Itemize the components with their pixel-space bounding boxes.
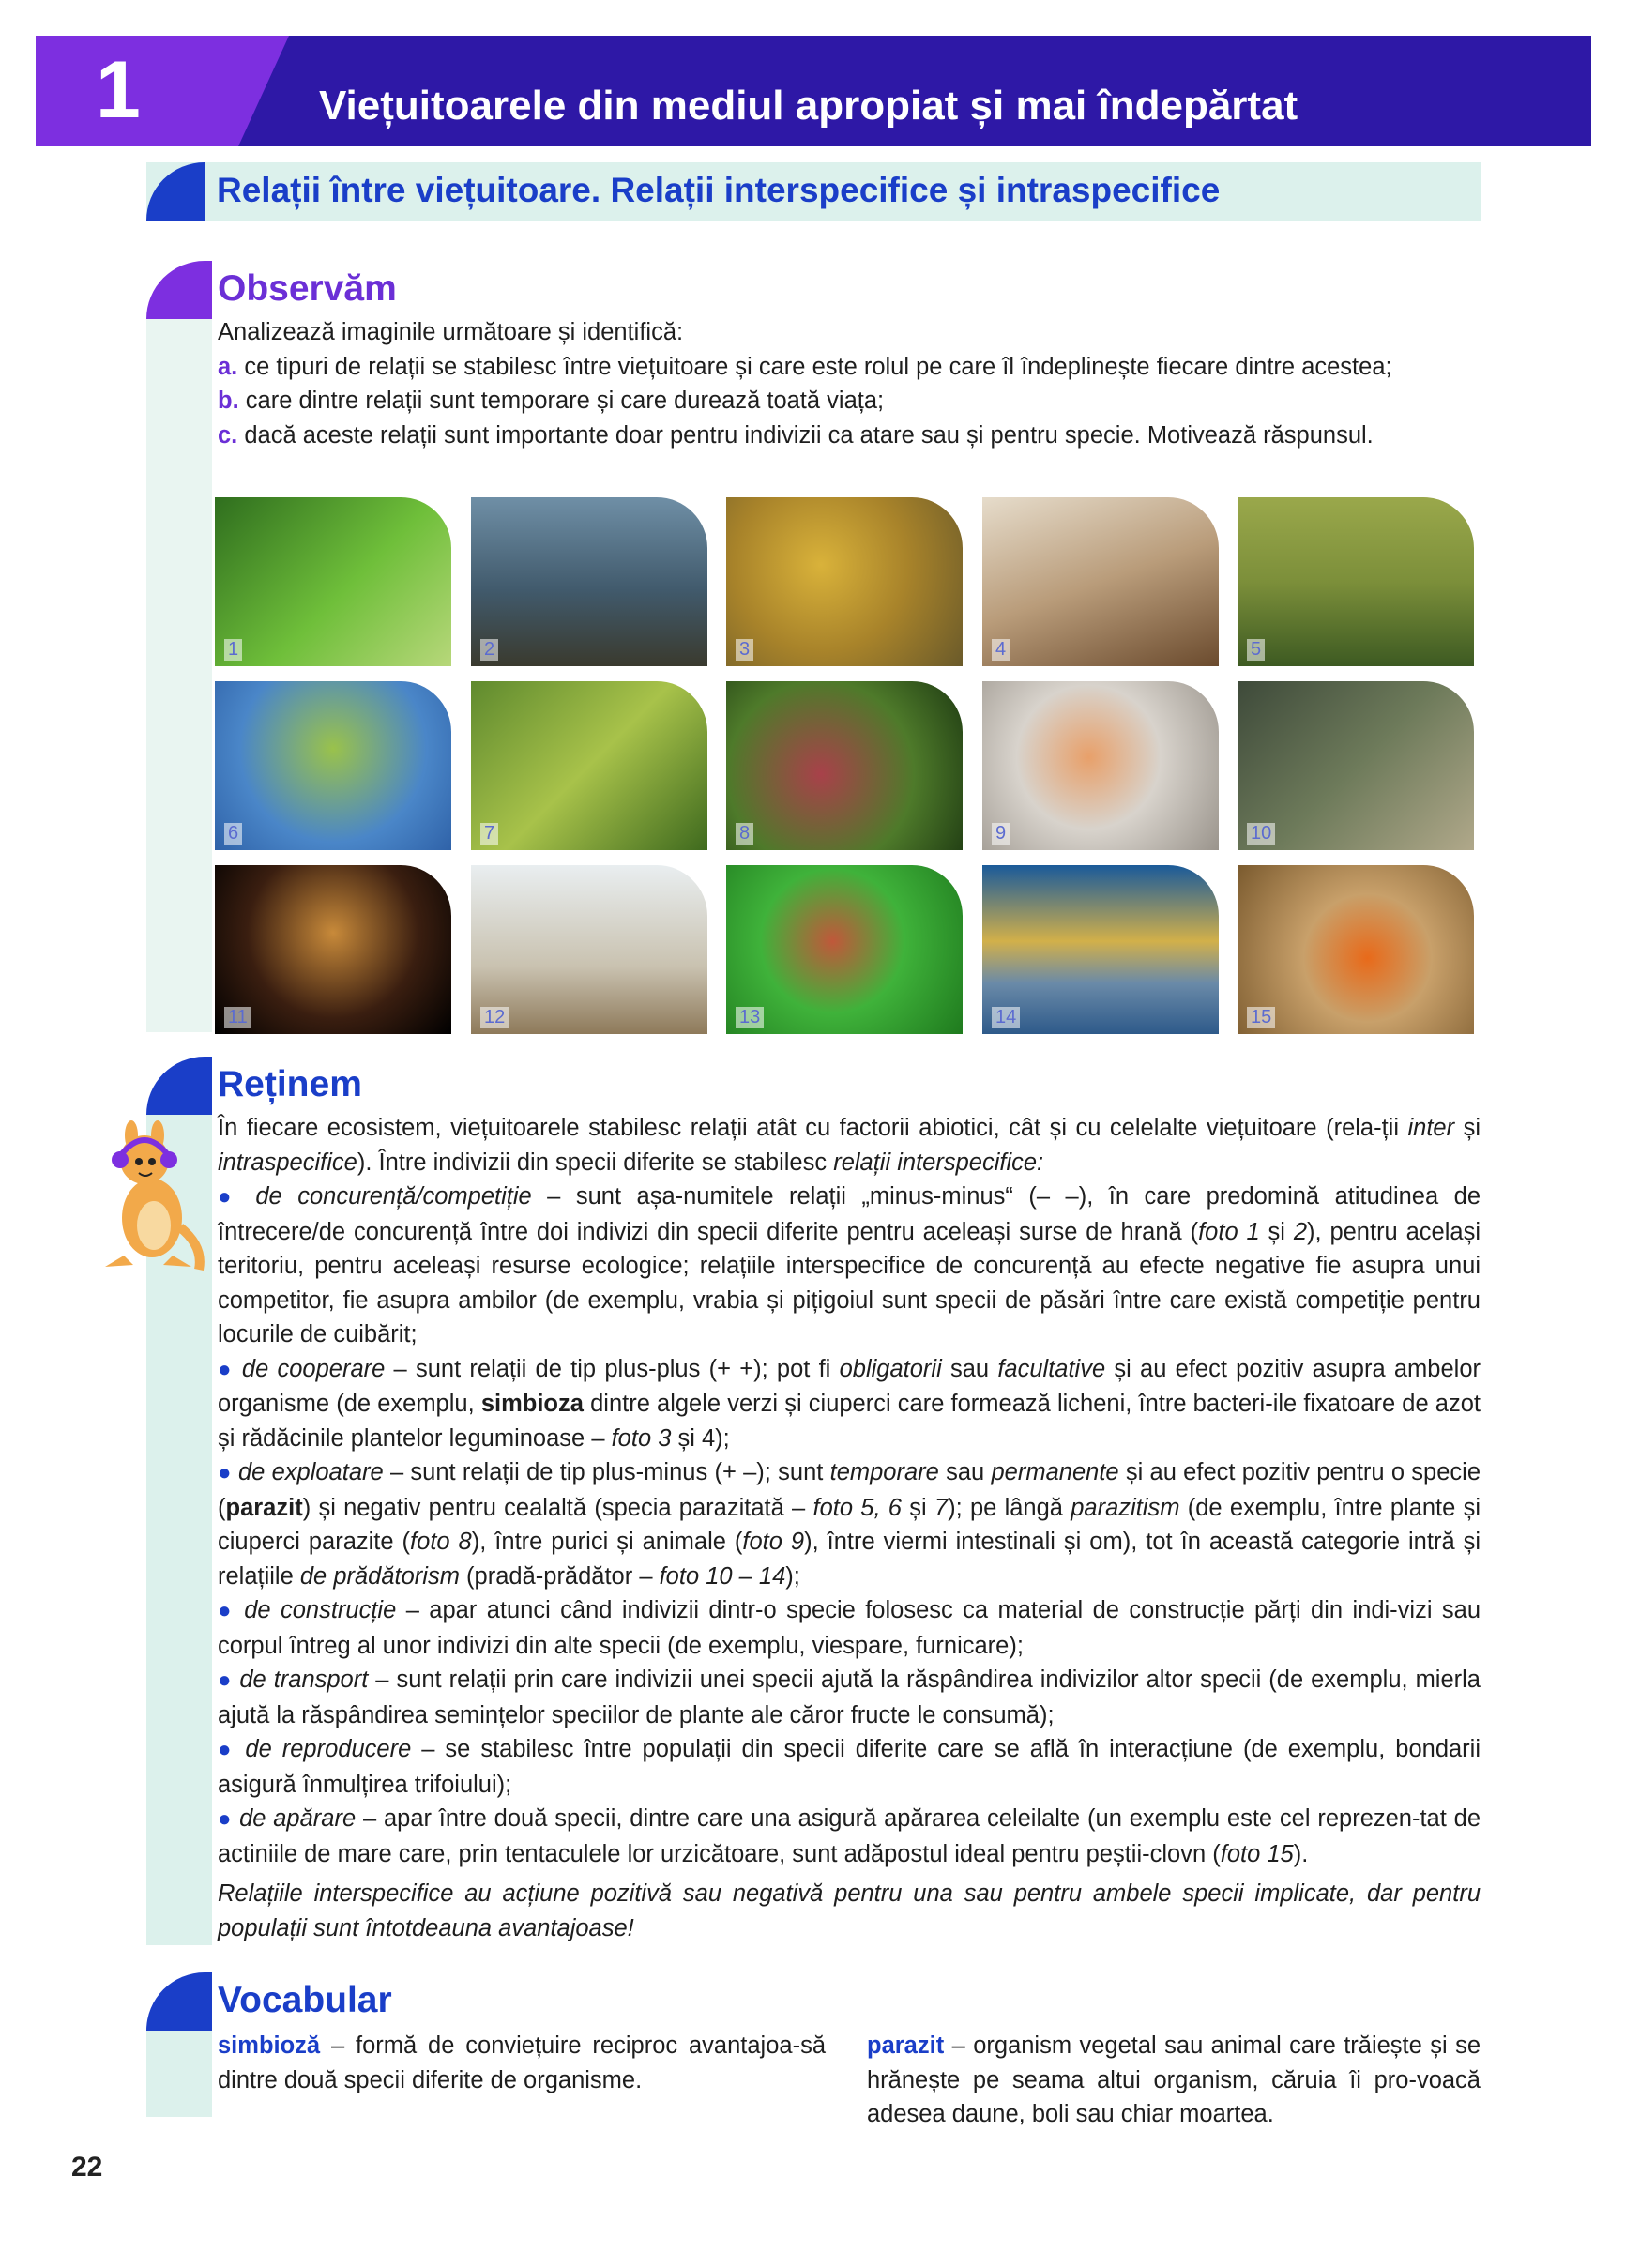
vocab-term: parazit	[867, 2032, 945, 2059]
bullet-term: de reproducere	[245, 1736, 412, 1762]
text-run: inter	[1407, 1115, 1455, 1141]
photo-number: 4	[992, 639, 1010, 661]
bullet-term: de exploatare	[237, 1459, 384, 1485]
chapter-number-block	[36, 36, 289, 146]
bullet-icon: ●	[218, 1184, 240, 1210]
text-run: și	[902, 1494, 934, 1521]
bullet-constructie	[218, 1593, 1481, 1663]
retinem-heading: Reținem	[218, 1064, 362, 1104]
photo-number: 5	[1247, 639, 1265, 661]
photo-number: 12	[480, 1007, 509, 1028]
text-run: ). Între indivizii din specii diferite se stabilesc	[357, 1149, 834, 1176]
lesson-tab	[146, 162, 205, 221]
photo-number: 1	[224, 639, 242, 661]
vocab-term: simbioză	[218, 2032, 321, 2059]
photo-9-cat-magnifier	[982, 681, 1219, 850]
bullet-term: de concurență/competiție	[255, 1183, 532, 1210]
bullet-term: de transport	[239, 1667, 369, 1693]
observam-side-bar	[146, 319, 212, 1032]
text-run: ); pe lângă	[948, 1494, 1071, 1521]
item-label: c.	[218, 421, 238, 449]
text-run: – se stabilesc între populații din specii diferite care se află în interacțiune (de exemplu, bondarii asigură înmulțirea trifoiului);	[218, 1736, 1481, 1798]
observam-item-a	[218, 350, 1481, 385]
text-run: foto 10 – 14	[659, 1562, 786, 1590]
photo-number: 3	[736, 639, 753, 661]
photo-3-lichen	[726, 497, 963, 666]
text-run: – sunt așa-numitele relații „minus-minus“ (– –), în care predomină atitudinea de întrecere/de concurență între doi indivizi din specii diferite pentru aceleași surse de hrană (	[218, 1183, 1481, 1245]
text-run: și au efect pozitiv asupra ambelor organisme (de exemplu,	[218, 1355, 1481, 1417]
photo-1-birds	[215, 497, 451, 666]
photo-number: 15	[1247, 1007, 1275, 1028]
photo-number: 14	[992, 1007, 1020, 1028]
text-run: foto 8	[410, 1529, 472, 1555]
bullet-icon: ●	[218, 1737, 235, 1762]
text-run: foto 3	[611, 1424, 672, 1452]
observam-intro: Analizează imaginile următoare și identifică:	[218, 319, 684, 345]
text-run: foto 5, 6	[812, 1494, 902, 1521]
text-run: simbioza	[480, 1391, 584, 1417]
photo-number: 7	[480, 823, 498, 845]
text-run: foto 1	[1198, 1218, 1260, 1245]
chapter-number: 1	[96, 45, 141, 135]
text-run: În fiecare ecosistem, viețuitoarele stabilesc relații atât cu factorii abiotici, cât și cu celelalte viețuitoare (rela-ții	[218, 1115, 1408, 1141]
bullet-icon: ●	[218, 1598, 235, 1623]
photo-5-wheat	[1238, 497, 1474, 666]
bullet-aparare	[218, 1802, 1481, 1871]
kangaroo-mascot-icon	[86, 1115, 208, 1274]
text-run: (de exemplu, între plante și ciuperci parazite (	[218, 1494, 1481, 1555]
photo-number: 6	[224, 823, 242, 845]
text-run: – apar atunci când indivizii dintr-o specie folosesc ca material de construcție părți din indi-vizi sau corpul întreg al unor indivizi din alte specii (de exemplu, viespare, furnicare);	[218, 1597, 1481, 1659]
retinem-tab	[146, 1057, 212, 1115]
text-run: – sunt relații prin care indivizii unei specii ajută la răspândirea indivizilor altor specii (de exemplu, mierla ajută la răspândirea semințelor speciilor de plante ale căror fructe le consumă);	[218, 1667, 1481, 1728]
photo-11-frog	[215, 865, 451, 1034]
text-run: ) și negativ pentru cealaltă (specia parazitată –	[302, 1494, 813, 1521]
retinem-intro	[218, 1111, 1481, 1180]
photo-2-swan-geese	[471, 497, 707, 666]
observam-item-c	[218, 419, 1481, 453]
observam-text	[218, 315, 1481, 452]
photo-number: 10	[1247, 823, 1275, 845]
photo-number: 2	[480, 639, 498, 661]
vocab-parazit	[867, 2029, 1481, 2132]
item-label: a.	[218, 353, 238, 380]
text-run: );	[785, 1562, 800, 1590]
text-run: ), între purici și animale (	[471, 1529, 743, 1555]
bullet-term: de construcție	[244, 1597, 397, 1623]
text-run: și 4);	[671, 1424, 730, 1452]
bullet-transport	[218, 1663, 1481, 1732]
text-run: – apar între două specii, dintre care una asigură apărarea celeilalte (un exemplu este cel reprezen-tat de actiniile de mare care, prin tentaculele lor urzicătoare, sunt adăpostul ideal pentru peștii-clovn (	[218, 1805, 1481, 1867]
photo-number: 11	[224, 1007, 251, 1028]
photo-7-cuckoo	[471, 681, 707, 850]
photo-number: 13	[736, 1007, 764, 1028]
text-run: și	[1454, 1115, 1481, 1141]
text-run: ), pentru același teritoriu, pentru aceleași resurse ecologice; relațiile interspecifice de concurență au efecte negative fie asupra unui competitor, fie asupra ambilor (de exemplu, vrabia și pițigoiul sunt specii de păsări între care există competiție pentru locurile de cuibărit;	[218, 1218, 1481, 1347]
text-run: sau	[941, 1355, 998, 1382]
observam-item-b	[218, 384, 1481, 419]
vocab-simbioza	[218, 2029, 826, 2097]
text-run: (pradă-prădător –	[459, 1562, 660, 1590]
text-run: relații interspecifice:	[833, 1149, 1044, 1176]
text-run: dintre algele verzi și ciuperci care formează licheni, între bacteri-ile fixatoare de azot și rădăcinile plantelor leguminoase –	[218, 1391, 1481, 1452]
text-run: – sunt relații de tip plus-plus (+ +); pot fi	[385, 1355, 840, 1382]
text-run: obligatorii	[839, 1355, 942, 1382]
item-text: care dintre relații sunt temporare și care durează toată viața;	[245, 388, 885, 414]
vocab-definition: – organism vegetal sau animal care trăiește și se hrănește pe seama altui organism, căruia îi pro-voacă adesea daune, boli sau chiar moartea.	[867, 2032, 1481, 2127]
photo-15-clownfish	[1238, 865, 1474, 1034]
text-run: temporare	[829, 1459, 939, 1485]
bullet-term: de cooperare	[241, 1355, 386, 1382]
bullet-icon: ●	[218, 1806, 233, 1832]
text-run: și au efect pozitiv pentru o specie (	[218, 1459, 1481, 1521]
bullet-icon: ●	[218, 1667, 233, 1693]
bullet-reproducere	[218, 1732, 1481, 1802]
bullet-icon: ●	[218, 1356, 234, 1382]
lesson-title: Relații între viețuitoare. Relații interspecifice și intraspecifice	[217, 171, 1221, 209]
vocabular-heading: Vocabular	[218, 1980, 392, 2020]
retinem-conclusion	[218, 1877, 1481, 1945]
text-run: – sunt relații de tip plus-minus (+ –); sunt	[383, 1459, 830, 1485]
text-run: foto 15	[1220, 1840, 1294, 1867]
photo-8-fruits	[726, 681, 963, 850]
text-run: parazitism	[1071, 1494, 1180, 1521]
text-run: ), între viermi intestinali și om), tot în această categorie intră și relațiile	[218, 1529, 1481, 1590]
photo-12-hawk	[471, 865, 707, 1034]
text-run: sau	[938, 1459, 992, 1485]
photo-10-owl	[1238, 681, 1474, 850]
observam-tab	[146, 261, 212, 319]
text-run: foto 9	[742, 1529, 805, 1555]
lesson-title-bar	[146, 162, 1481, 221]
text-run: 2	[1293, 1218, 1307, 1245]
vocabular-side-bar	[146, 2031, 212, 2117]
photo-13-spider	[726, 865, 963, 1034]
observam-heading: Observăm	[218, 268, 397, 309]
page-number: 22	[71, 2152, 103, 2183]
text-run: intraspecifice	[218, 1149, 357, 1176]
bullet-icon: ●	[218, 1460, 232, 1485]
item-text: dacă aceste relații sunt importante doar pentru indivizii ca atare sau și pentru specie. Motivează răspunsul.	[244, 421, 1374, 449]
vocab-definition: – formă de conviețuire reciproc avantajoa-să dintre două specii diferite de organisme.	[218, 2032, 826, 2093]
chapter-banner	[36, 36, 1591, 146]
photo-14-pufferfish-shark	[982, 865, 1219, 1034]
chapter-title: Viețuitoarele din mediul apropiat și mai îndepărtat	[319, 83, 1298, 129]
bullet-concurenta	[218, 1180, 1481, 1352]
bullet-exploatare	[218, 1455, 1481, 1593]
vocabular-tab	[146, 1972, 212, 2031]
item-label: b.	[218, 388, 239, 414]
text-run: facultative	[997, 1355, 1106, 1382]
text-run: de prădătorism	[299, 1562, 460, 1590]
bullet-cooperare	[218, 1352, 1481, 1456]
text-run: permanente	[991, 1459, 1119, 1485]
text-run: ).	[1293, 1840, 1309, 1867]
photo-6-mistletoe	[215, 681, 451, 850]
photo-number: 8	[736, 823, 753, 845]
text-run: și	[1259, 1218, 1294, 1245]
photo-number: 9	[992, 823, 1010, 845]
item-text: ce tipuri de relații se stabilesc între viețuitoare și care este rolul pe care îl îndeplinește fiecare dintre acestea;	[244, 353, 1392, 380]
text-run: 7	[934, 1494, 949, 1521]
text-run: Relațiile interspecifice au acțiune pozitivă sau negativă pentru una sau pentru ambele specii implicate, dar pentru populații sunt întotdeauna avantajoase!	[218, 1880, 1481, 1941]
photo-4-roots	[982, 497, 1219, 666]
text-run: parazit	[225, 1494, 303, 1521]
bullet-term: de apărare	[239, 1805, 357, 1832]
retinem-text	[218, 1111, 1481, 1945]
